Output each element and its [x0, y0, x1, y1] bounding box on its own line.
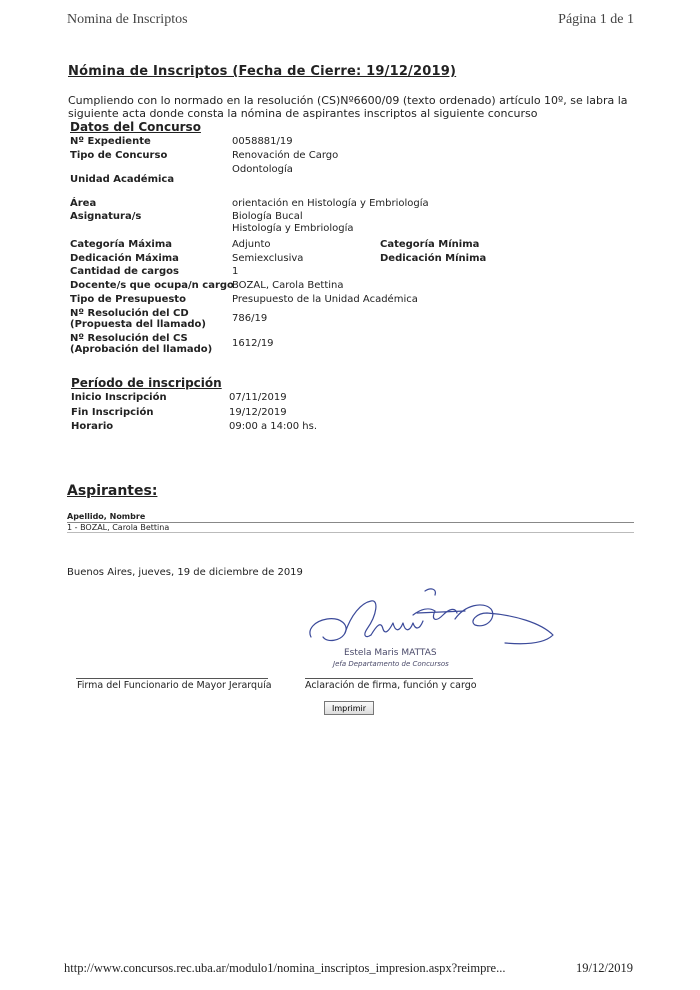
inicio-inscripcion-value: 07/11/2019 — [229, 392, 287, 403]
categoria-maxima-value: Adjunto — [232, 239, 271, 250]
categoria-minima-label: Categoría Mínima — [380, 239, 480, 250]
area-label: Área — [70, 198, 97, 209]
fin-inscripcion-value: 19/12/2019 — [229, 407, 287, 418]
dedicacion-maxima-label: Dedicación Máxima — [70, 253, 179, 264]
resolucion-cs-value: 1612/19 — [232, 338, 274, 349]
expediente-label: Nº Expediente — [70, 136, 151, 147]
handwritten-signature — [305, 585, 560, 655]
dedicacion-maxima-value: Semiexclusiva — [232, 253, 304, 264]
resolucion-cd-label: Nº Resolución del CD — [70, 308, 189, 319]
expediente-value: 0058881/19 — [232, 136, 293, 147]
signature-caption-right: Aclaración de firma, función y cargo — [305, 680, 477, 691]
section-title-aspirantes: Aspirantes: — [67, 483, 158, 499]
horario-label: Horario — [71, 421, 114, 432]
docente-value: BOZAL, Carola Bettina — [232, 280, 344, 291]
unidad-academica-label: Unidad Académica — [70, 174, 175, 185]
area-value: orientación en Histología y Embriología — [232, 198, 429, 209]
signature-line-right — [305, 678, 473, 679]
print-footer-date: 19/12/2019 — [576, 961, 633, 975]
signature-caption-left: Firma del Funcionario de Mayor Jerarquía — [77, 680, 272, 691]
resolucion-cs-label: Nº Resolución del CS — [70, 333, 188, 344]
signature-line-left — [76, 678, 268, 679]
asignatura-value-2: Histología y Embriología — [232, 223, 354, 234]
print-footer-url: http://www.concursos.rec.uba.ar/modulo1/nomina_inscriptos_impresion.aspx?reimpre... — [64, 961, 506, 975]
intro-paragraph: Cumpliendo con lo normado en la resolución (CS)Nº6600/09 (texto ordenado) artículo 10º, se labra la siguiente acta donde consta la nómina de aspirantes inscriptos al siguiente concurso — [68, 94, 628, 120]
cantidad-cargos-value: 1 — [232, 266, 239, 277]
horario-value: 09:00 a 14:00 hs. — [229, 421, 318, 432]
print-header-title: Nomina de Inscriptos — [67, 12, 188, 27]
resolucion-cd-value: 786/19 — [232, 313, 268, 324]
aspirantes-row-rule — [67, 532, 634, 533]
presupuesto-value: Presupuesto de la Unidad Académica — [232, 294, 418, 305]
fin-inscripcion-label: Fin Inscripción — [71, 407, 154, 418]
place-date: Buenos Aires, jueves, 19 de diciembre de 2019 — [67, 567, 303, 578]
stamp-name: Estela Maris MATTAS — [344, 648, 437, 658]
section-title-concurso: Datos del Concurso — [70, 120, 201, 134]
stamp-role: Jefa Departamento de Concursos — [333, 660, 449, 668]
asignatura-label: Asignatura/s — [70, 211, 142, 222]
page-title: Nómina de Inscriptos (Fecha de Cierre: 19/12/2019) — [68, 64, 457, 79]
list-item: 1 - BOZAL, Carola Bettina — [67, 523, 170, 532]
asignatura-value-1: Biología Bucal — [232, 211, 303, 222]
dedicacion-minima-label: Dedicación Mínima — [380, 253, 487, 264]
cantidad-cargos-label: Cantidad de cargos — [70, 266, 179, 277]
resolucion-cd-sublabel: (Propuesta del llamado) — [70, 319, 206, 330]
print-header-page: Página 1 de 1 — [558, 12, 634, 27]
inicio-inscripcion-label: Inicio Inscripción — [71, 392, 167, 403]
presupuesto-label: Tipo de Presupuesto — [70, 294, 186, 305]
tipo-concurso-label: Tipo de Concurso — [70, 150, 168, 161]
section-title-periodo: Período de inscripción — [71, 376, 222, 390]
unidad-academica-value: Odontología — [232, 164, 293, 175]
print-button[interactable]: Imprimir — [324, 701, 374, 715]
docente-label: Docente/s que ocupa/n cargo — [70, 280, 234, 291]
categoria-maxima-label: Categoría Máxima — [70, 239, 173, 250]
aspirantes-column-header: Apellido, Nombre — [67, 512, 146, 521]
resolucion-cs-sublabel: (Aprobación del llamado) — [70, 344, 213, 355]
tipo-concurso-value: Renovación de Cargo — [232, 150, 339, 161]
